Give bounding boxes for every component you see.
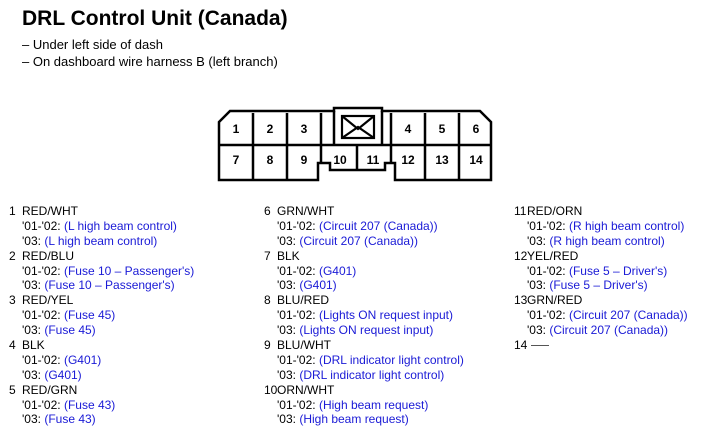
- pin-entry: [514, 293, 705, 338]
- wire-color: RED/GRN: [22, 382, 78, 397]
- connector-pin-2: 2: [266, 122, 274, 136]
- connector-pin-1: 1: [232, 122, 240, 136]
- model-year: '03:: [277, 412, 296, 427]
- pin-number: 2: [9, 248, 16, 263]
- connector-pin-12: 12: [401, 153, 415, 167]
- pin-function: (Fuse 10 – Passenger's): [44, 278, 175, 293]
- model-year-line: [9, 308, 239, 323]
- model-year: '03:: [527, 233, 546, 248]
- model-year-line: [264, 368, 494, 383]
- pin-function: (R high beam control): [549, 233, 665, 248]
- model-year-line: [514, 219, 705, 234]
- pin-number: 10: [264, 382, 278, 397]
- wire-color: BLU/WHT: [277, 338, 331, 353]
- pin-entry: [9, 383, 239, 428]
- wire-color: RED/YEL: [22, 293, 74, 308]
- model-year-line: [9, 278, 239, 293]
- pin-function: (G401): [299, 278, 337, 293]
- lock-tab-icon: [342, 116, 374, 138]
- pin-entry: [9, 204, 239, 249]
- model-year: '01-'02:: [22, 263, 61, 278]
- model-year-line: [264, 219, 494, 234]
- model-year: '01-'02:: [277, 397, 316, 412]
- pin-header: [9, 249, 239, 264]
- pin-header: [514, 293, 705, 308]
- model-year-line: [9, 398, 239, 413]
- pin-function: (Lights ON request input): [318, 308, 454, 323]
- pin-column-left: [9, 204, 239, 427]
- model-year-line: [514, 278, 705, 293]
- pin-function: (Fuse 43): [63, 397, 116, 412]
- connector-pin-3: 3: [300, 122, 308, 136]
- wire-color: BLK: [277, 248, 300, 263]
- pin-header: [9, 293, 239, 308]
- model-year-line: [9, 219, 239, 234]
- model-year: '01-'02:: [277, 352, 316, 367]
- pin-header: [9, 383, 239, 398]
- pin-header: [514, 249, 705, 264]
- model-year: '01-'02:: [22, 308, 61, 323]
- model-year: '03:: [527, 278, 546, 293]
- pin-entry: [514, 204, 705, 249]
- model-year: '03:: [277, 233, 296, 248]
- pin-number: 7: [264, 248, 271, 263]
- model-year-line: [9, 353, 239, 368]
- pin-number: 8: [264, 293, 271, 308]
- model-year: '03:: [22, 278, 41, 293]
- pin-function: (R high beam control): [568, 218, 685, 233]
- wire-color: RED/WHT: [22, 204, 78, 218]
- model-year-line: [264, 264, 494, 279]
- model-year-line: [264, 398, 494, 413]
- model-year-line: [514, 308, 705, 323]
- pin-function: (High beam request): [318, 397, 429, 412]
- connector-pin-11: 11: [366, 153, 380, 167]
- pin-function: (Fuse 45): [63, 308, 116, 323]
- pin-entry: [9, 293, 239, 338]
- pin-function: (Fuse 43): [44, 412, 96, 427]
- connector-pin-4: 4: [404, 122, 412, 136]
- pin-header: [264, 338, 494, 353]
- model-year-line: [514, 234, 705, 249]
- pin-function: (Circuit 207 (Canada)): [299, 233, 419, 248]
- pin-header: [264, 204, 494, 219]
- pin-entry: [264, 293, 494, 338]
- model-year-line: [9, 323, 239, 338]
- wire-color: YEL/RED: [527, 248, 579, 263]
- pin-header: [9, 204, 239, 219]
- model-year-line: [264, 308, 494, 323]
- pin-entry: [264, 249, 494, 294]
- wire-color: BLU/RED: [277, 293, 330, 308]
- pin-function: (DRL indicator light control): [318, 352, 464, 367]
- connector-pin-5: 5: [438, 122, 446, 136]
- model-year: '01-'02:: [22, 218, 61, 233]
- pin-number: 13: [514, 293, 528, 308]
- pin-function: (Circuit 207 (Canada)): [318, 218, 438, 233]
- model-year: '03:: [22, 412, 41, 427]
- pin-entry: [9, 338, 239, 383]
- pin-header: [264, 383, 494, 398]
- model-year: '01-'02:: [527, 218, 566, 233]
- model-year: '03:: [22, 233, 41, 248]
- connector-diagram: [0, 0, 705, 200]
- harness-note: – On dashboard wire harness B (left branch): [22, 54, 278, 69]
- model-year-line: [9, 264, 239, 279]
- connector-pin-6: 6: [472, 122, 480, 136]
- model-year-line: [264, 323, 494, 338]
- connector-pin-13: 13: [435, 153, 449, 167]
- model-year: '03:: [277, 323, 296, 338]
- model-year-line: [264, 234, 494, 249]
- model-year: '01-'02:: [527, 308, 566, 323]
- pin-function: (Lights ON request input): [299, 323, 434, 338]
- unused-pin-dash: [531, 345, 549, 346]
- wire-color: BLK: [22, 338, 45, 353]
- model-year-line: [264, 353, 494, 368]
- pin-entry: [9, 249, 239, 294]
- wire-color: GRN/WHT: [277, 204, 335, 218]
- pin-function: (G401): [63, 352, 102, 367]
- pin-column-middle: [264, 204, 494, 427]
- connector-pin-10: 10: [333, 153, 347, 167]
- model-year: '01-'02:: [527, 263, 566, 278]
- model-year-line: [9, 234, 239, 249]
- pin-function: (Circuit 207 (Canada)): [549, 323, 669, 338]
- model-year-line: [264, 278, 494, 293]
- pin-header: [514, 338, 705, 353]
- pin-function: (G401): [318, 263, 357, 278]
- pin-entry: [514, 338, 705, 353]
- pin-function: (Fuse 10 – Passenger's): [63, 263, 195, 278]
- pin-number: 4: [9, 338, 16, 353]
- model-year-line: [9, 412, 239, 427]
- pin-header: [264, 249, 494, 264]
- model-year: '01-'02:: [277, 308, 316, 323]
- wire-color: GRN/RED: [527, 293, 583, 308]
- model-year: '03:: [277, 278, 296, 293]
- pin-column-right: [514, 204, 705, 353]
- pin-function: (High beam request): [299, 412, 409, 427]
- model-year-line: [514, 323, 705, 338]
- pin-number: 14: [514, 338, 528, 353]
- connector-pin-9: 9: [300, 153, 308, 167]
- pin-header: [9, 338, 239, 353]
- location-note: – Under left side of dash: [22, 37, 163, 52]
- wire-color: RED/BLU: [22, 248, 75, 263]
- pin-function: (L high beam control): [44, 233, 158, 248]
- pin-function: (Circuit 207 (Canada)): [568, 308, 688, 323]
- pin-entry: [264, 383, 494, 428]
- pin-number: 9: [264, 338, 271, 353]
- pin-number: 5: [9, 382, 16, 397]
- pin-function: (Fuse 5 – Driver's): [568, 263, 668, 278]
- pin-number: 1: [9, 204, 16, 218]
- pin-function: (DRL indicator light control): [299, 367, 445, 382]
- pin-function: (Fuse 5 – Driver's): [549, 278, 648, 293]
- connector-pin-8: 8: [266, 153, 274, 167]
- model-year-line: [9, 368, 239, 383]
- page-title: DRL Control Unit (Canada): [22, 7, 288, 30]
- pin-number: 3: [9, 293, 16, 308]
- pin-number: 6: [264, 204, 271, 218]
- pin-number: 12: [514, 248, 528, 263]
- pin-entry: [514, 249, 705, 294]
- pin-entry: [264, 338, 494, 383]
- pin-number: 11: [514, 204, 527, 218]
- model-year: '03:: [527, 323, 546, 338]
- pin-function: (G401): [44, 367, 82, 382]
- model-year: '03:: [277, 367, 296, 382]
- model-year-line: [264, 412, 494, 427]
- model-year: '01-'02:: [22, 397, 61, 412]
- model-year: '01-'02:: [277, 263, 316, 278]
- connector-pin-14: 14: [469, 153, 483, 167]
- model-year: '01-'02:: [22, 352, 61, 367]
- wire-color: ORN/WHT: [277, 382, 335, 397]
- pin-entry: [264, 204, 494, 249]
- wire-color: RED/ORN: [527, 204, 583, 218]
- pin-function: (Fuse 45): [44, 323, 96, 338]
- connector-pin-7: 7: [232, 153, 240, 167]
- pin-header: [264, 293, 494, 308]
- model-year: '03:: [22, 323, 41, 338]
- pin-function: (L high beam control): [63, 218, 177, 233]
- pin-header: [514, 204, 705, 219]
- model-year: '03:: [22, 367, 41, 382]
- model-year: '01-'02:: [277, 218, 316, 233]
- model-year-line: [514, 264, 705, 279]
